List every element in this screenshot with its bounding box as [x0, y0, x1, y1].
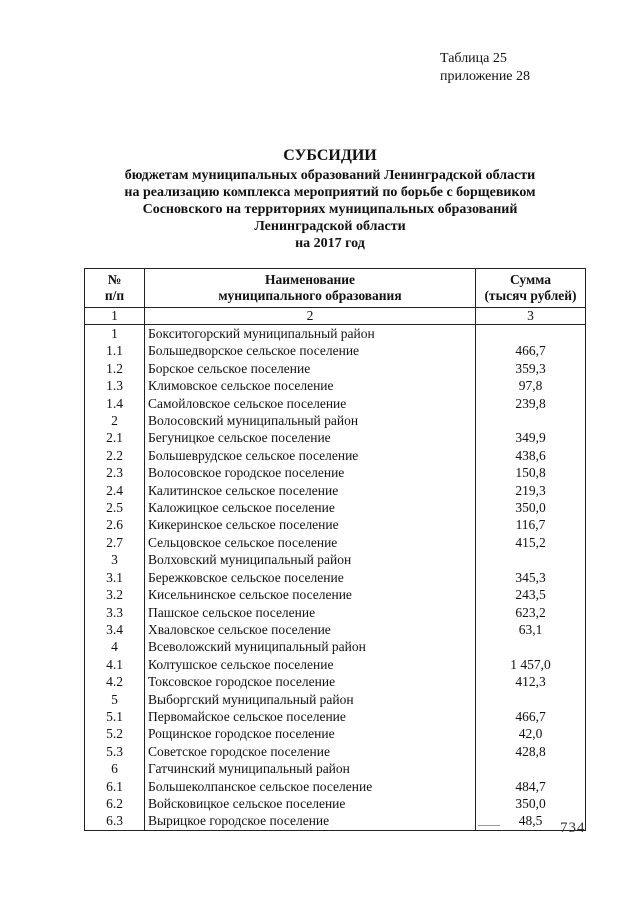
- row-municipality: Большеколпанское сельское поселение: [145, 778, 476, 795]
- table-row: [85, 621, 586, 638]
- table-row: [85, 604, 586, 621]
- row-amount: 63,1: [476, 621, 586, 638]
- table-row: [85, 708, 586, 725]
- table-row: [85, 360, 586, 377]
- row-amount: 1 457,0: [476, 656, 586, 673]
- row-number: 3.1: [85, 569, 145, 586]
- row-number: 2.6: [85, 516, 145, 533]
- row-number: 2: [85, 412, 145, 429]
- row-municipality: Токсовское городское поселение: [145, 673, 476, 690]
- appendix-number: приложение 28: [440, 69, 531, 84]
- row-municipality: Выборгский муниципальный район: [145, 691, 476, 708]
- row-municipality: Самойловское сельское поселение: [145, 395, 476, 412]
- page-number: 734: [560, 820, 586, 836]
- row-number: 2.2: [85, 447, 145, 464]
- row-amount: 345,3: [476, 569, 586, 586]
- row-municipality: Климовское сельское поселение: [145, 377, 476, 394]
- table-row: [85, 691, 586, 708]
- title-line-4: Ленинградской области: [254, 219, 406, 234]
- row-municipality: Вырицкое городское поселение: [145, 812, 476, 830]
- row-number: 2.3: [85, 464, 145, 481]
- row-municipality: Сельцовское сельское поселение: [145, 534, 476, 551]
- row-number: 2.5: [85, 499, 145, 516]
- row-municipality: Войсковицкое сельское поселение: [145, 795, 476, 812]
- row-municipality: Волосовский муниципальный район: [145, 412, 476, 429]
- header-sum-line2: (тысяч рублей): [484, 288, 577, 303]
- table-row: [85, 377, 586, 394]
- subsidies-table: [84, 268, 586, 831]
- table-row: [85, 534, 586, 551]
- row-number: 6.3: [85, 812, 145, 830]
- row-number: 4.1: [85, 656, 145, 673]
- row-amount: 350,0: [476, 795, 586, 812]
- row-municipality: Волховский муниципальный район: [145, 551, 476, 568]
- table-row: [85, 656, 586, 673]
- row-number: 1.3: [85, 377, 145, 394]
- header-sum-line1: Сумма: [509, 272, 552, 287]
- table-row: [85, 482, 586, 499]
- table-row: [85, 342, 586, 359]
- table-row: [85, 586, 586, 603]
- row-amount: 428,8: [476, 743, 586, 760]
- row-amount: [476, 551, 586, 568]
- row-number: 3.4: [85, 621, 145, 638]
- row-amount: 350,0: [476, 499, 586, 516]
- table-row: [85, 778, 586, 795]
- row-amount: 243,5: [476, 586, 586, 603]
- header-sum: [476, 269, 586, 308]
- column-index: 1: [85, 308, 145, 325]
- row-number: 3: [85, 551, 145, 568]
- row-number: 2.4: [85, 482, 145, 499]
- row-amount: 239,8: [476, 395, 586, 412]
- table-number: Таблица 25: [440, 51, 507, 66]
- table-row: [85, 725, 586, 742]
- header-name-line2: муниципального образования: [218, 288, 402, 303]
- table-row: [85, 569, 586, 586]
- row-amount: 623,2: [476, 604, 586, 621]
- row-number: 5.3: [85, 743, 145, 760]
- row-amount: [476, 760, 586, 777]
- row-municipality: Калитинское сельское поселение: [145, 482, 476, 499]
- title-line-1: бюджетам муниципальных образований Ленинградской области: [124, 168, 536, 183]
- row-amount: 97,8: [476, 377, 586, 394]
- row-municipality: Пашское сельское поселение: [145, 604, 476, 621]
- header-number-line2: п/п: [104, 288, 125, 303]
- row-number: 4.2: [85, 673, 145, 690]
- row-municipality: Борское сельское поселение: [145, 360, 476, 377]
- header-number: [85, 269, 145, 308]
- row-number: 1.1: [85, 342, 145, 359]
- row-number: 6: [85, 760, 145, 777]
- row-municipality: Бокситогорский муниципальный район: [145, 325, 476, 343]
- row-number: 1: [85, 325, 145, 343]
- row-municipality: Волосовское городское поселение: [145, 464, 476, 481]
- row-municipality: Большеврудское сельское поселение: [145, 447, 476, 464]
- row-amount: 349,9: [476, 429, 586, 446]
- row-municipality: Кикеринское сельское поселение: [145, 516, 476, 533]
- table-row: [85, 743, 586, 760]
- row-amount: 116,7: [476, 516, 586, 533]
- row-municipality: Каложицкое сельское поселение: [145, 499, 476, 516]
- table-row: [85, 638, 586, 655]
- row-municipality: Всеволожский муниципальный район: [145, 638, 476, 655]
- table-row: [85, 447, 586, 464]
- row-number: 5: [85, 691, 145, 708]
- row-amount: 412,3: [476, 673, 586, 690]
- row-number: 4: [85, 638, 145, 655]
- row-amount: [476, 638, 586, 655]
- row-amount: 359,3: [476, 360, 586, 377]
- row-number: 2.7: [85, 534, 145, 551]
- title-line-2: на реализацию комплекса мероприятий по борьбе с борщевиком: [124, 185, 536, 200]
- row-number: 3.3: [85, 604, 145, 621]
- column-index: 3: [476, 308, 586, 325]
- table-row: [85, 499, 586, 516]
- title-line-5: на 2017 год: [295, 236, 365, 251]
- row-amount: 415,2: [476, 534, 586, 551]
- table-header-row: [85, 269, 586, 308]
- row-amount: 42,0: [476, 725, 586, 742]
- title-line-3: Сосновского на территориях муниципальных образований: [142, 202, 518, 217]
- row-amount: [476, 325, 586, 343]
- table-row: [85, 812, 586, 830]
- table-row: [85, 673, 586, 690]
- row-municipality: Бегуницкое сельское поселение: [145, 429, 476, 446]
- header-name-line1: Наименование: [265, 272, 355, 287]
- row-amount: 466,7: [476, 342, 586, 359]
- header-name: [145, 269, 476, 308]
- row-municipality: Хваловское сельское поселение: [145, 621, 476, 638]
- row-municipality: Гатчинский муниципальный район: [145, 760, 476, 777]
- row-municipality: Кисельнинское сельское поселение: [145, 586, 476, 603]
- row-amount: 438,6: [476, 447, 586, 464]
- row-amount: [476, 412, 586, 429]
- row-number: 1.2: [85, 360, 145, 377]
- table-row: [85, 516, 586, 533]
- table-row: [85, 464, 586, 481]
- table-reference: [440, 50, 530, 86]
- header-number-line1: №: [107, 272, 122, 287]
- table-row: [85, 325, 586, 343]
- row-municipality: Большедворское сельское поселение: [145, 342, 476, 359]
- table-row: [85, 795, 586, 812]
- row-municipality: Советское городское поселение: [145, 743, 476, 760]
- row-amount: 484,7: [476, 778, 586, 795]
- column-index-row: [85, 308, 586, 325]
- row-number: 1.4: [85, 395, 145, 412]
- column-index: 2: [145, 308, 476, 325]
- table-row: [85, 412, 586, 429]
- table-row: [85, 429, 586, 446]
- row-number: 5.1: [85, 708, 145, 725]
- table-body: [85, 325, 586, 831]
- row-number: 3.2: [85, 586, 145, 603]
- row-number: 6.2: [85, 795, 145, 812]
- row-number: 2.1: [85, 429, 145, 446]
- row-municipality: Рощинское городское поселение: [145, 725, 476, 742]
- table-row: [85, 395, 586, 412]
- title-main: СУБСИДИИ: [283, 147, 377, 164]
- table-row: [85, 551, 586, 568]
- row-amount: 150,8: [476, 464, 586, 481]
- document-title: [70, 146, 590, 252]
- row-amount: [476, 691, 586, 708]
- row-number: 6.1: [85, 778, 145, 795]
- row-amount: 219,3: [476, 482, 586, 499]
- row-amount: 466,7: [476, 708, 586, 725]
- table-row: [85, 760, 586, 777]
- row-municipality: Колтушское сельское поселение: [145, 656, 476, 673]
- row-municipality: Бережковское сельское поселение: [145, 569, 476, 586]
- row-amount: 48,5: [476, 812, 586, 830]
- scan-mark: [478, 825, 500, 826]
- row-number: 5.2: [85, 725, 145, 742]
- row-municipality: Первомайское сельское поселение: [145, 708, 476, 725]
